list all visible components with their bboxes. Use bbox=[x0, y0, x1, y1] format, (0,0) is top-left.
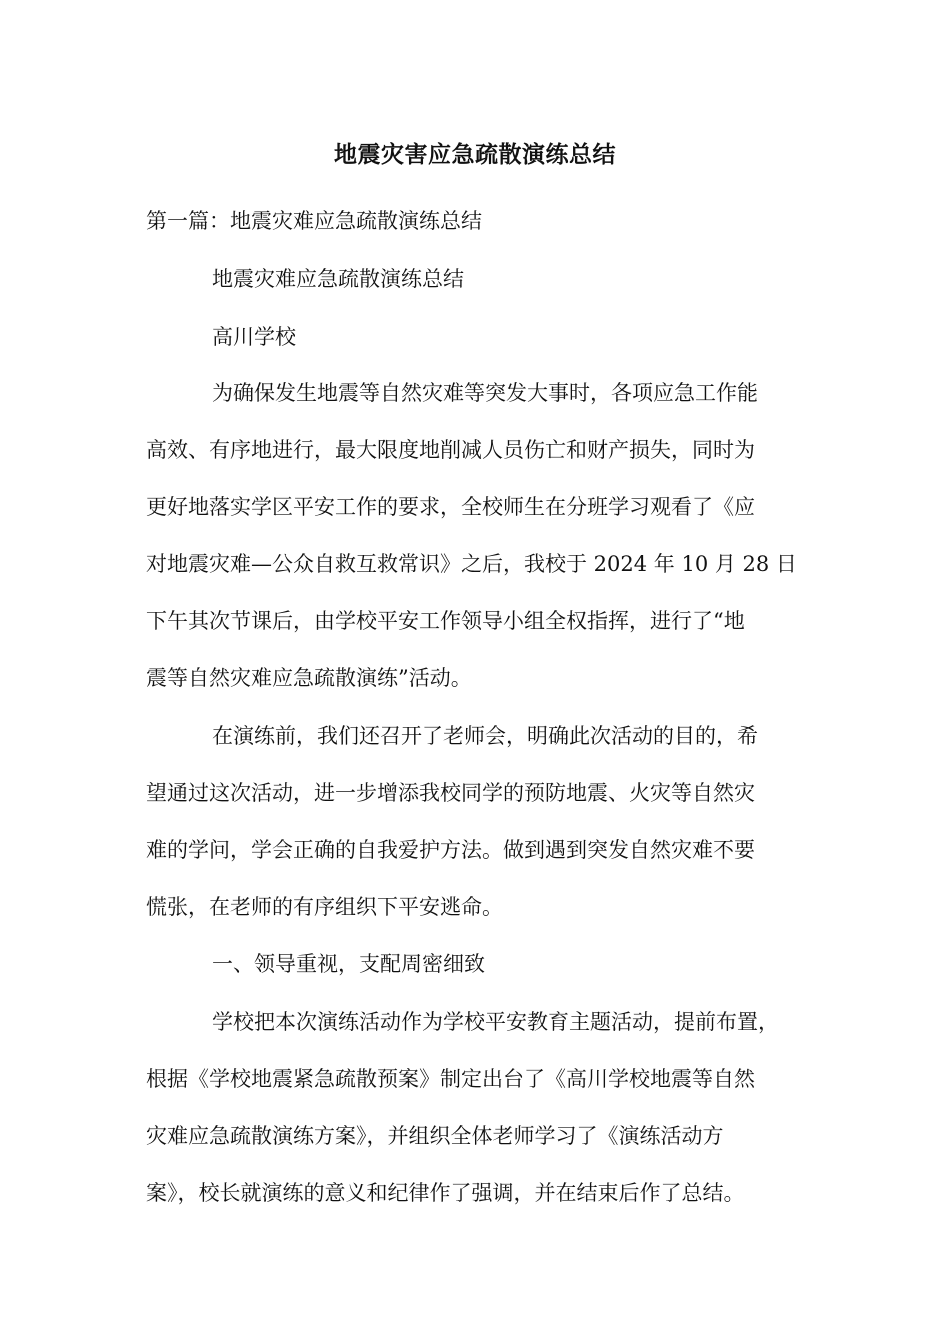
paragraph-line: 慌张，在老师的有序组织下平安逃命。 bbox=[146, 895, 503, 919]
paragraph-line: 学校把本次演练活动作为学校平安教育主题活动，提前布置， bbox=[212, 1010, 779, 1034]
paragraph-line: 下午其次节课后，由学校平安工作领导小组全权指挥，进行了“地 bbox=[146, 609, 745, 633]
paragraph-line: 对地震灾难—公众自救互救常识》之后，我校于 2024 年 10 月 28 日 bbox=[146, 552, 797, 576]
document-title: 地震灾害应急疏散演练总结 bbox=[334, 141, 616, 168]
chapter-heading: 第一篇：地震灾难应急疏散演练总结 bbox=[146, 209, 482, 233]
section-heading: 一、领导重视，支配周密细致 bbox=[212, 952, 485, 976]
paragraph-line: 在演练前，我们还召开了老师会，明确此次活动的目的，希 bbox=[212, 724, 758, 748]
paragraph-line: 灾难应急疏散演练方案》，并组织全体老师学习了《演练活动方 bbox=[146, 1124, 724, 1148]
paragraph-line: 更好地落实学区平安工作的要求，全校师生在分班学习观看了《应 bbox=[146, 495, 755, 519]
paragraph-line: 根据《学校地震紧急疏散预案》制定出台了《高川学校地震等自然 bbox=[146, 1067, 755, 1091]
school-name: 高川学校 bbox=[212, 325, 296, 349]
paragraph-line: 高效、有序地进行，最大限度地削减人员伤亡和财产损失，同时为 bbox=[146, 438, 755, 462]
paragraph-line: 难的学问，学会正确的自我爱护方法。做到遇到突发自然灾难不要 bbox=[146, 838, 755, 862]
paragraph-line: 为确保发生地震等自然灾难等突发大事时，各项应急工作能 bbox=[212, 381, 758, 405]
paragraph-line: 案》，校长就演练的意义和纪律作了强调，并在结束后作了总结。 bbox=[146, 1181, 745, 1205]
paragraph-line: 震等自然灾难应急疏散演练”活动。 bbox=[146, 666, 472, 690]
subtitle: 地震灾难应急疏散演练总结 bbox=[212, 267, 464, 291]
paragraph-line: 望通过这次活动，进一步增添我校同学的预防地震、火灾等自然灾 bbox=[146, 781, 755, 805]
